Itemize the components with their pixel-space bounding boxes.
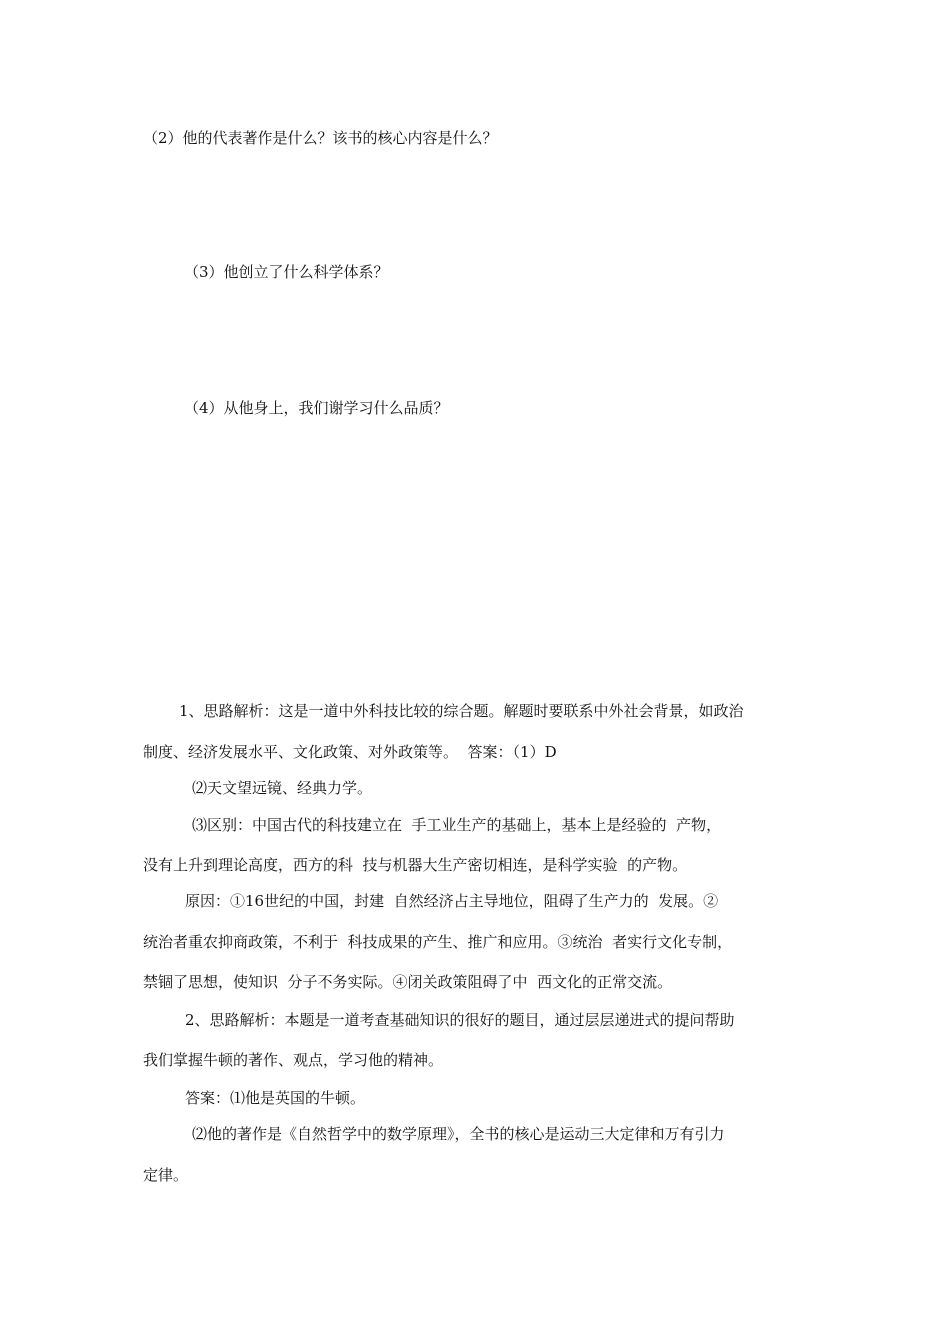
answer-2-answer-2-line-2: 定律。 — [143, 1166, 189, 1184]
answer-1-reason-line-2: 统治者重农抑商政策，不利于 科技成果的产生、推广和应用。③统治 者实行文化专制， — [143, 933, 733, 951]
question-2: （2）他的代表著作是什么？该书的核心内容是什么？ — [143, 129, 498, 147]
answer-2-line-1: 2、思路解析：本题是一道考查基础知识的很好的题目，通过层层递进式的提问帮助 — [185, 1011, 735, 1029]
answer-1-reason-line-1: 原因：①16世纪的中国，封建 自然经济占主导地位，阻碍了生产力的 发展。② — [185, 892, 719, 910]
answer-2-line-2: 我们掌握牛顿的著作、观点，学习他的精神。 — [143, 1051, 444, 1069]
question-3: （3）他创立了什么科学体系？ — [184, 263, 389, 281]
answer-1-line-1: 1、思路解析：这是一道中外科技比较的综合题。解题时要联系中外社会背景，如政治 — [179, 702, 744, 720]
answer-2-answer-1: 答案：⑴他是英国的牛顿。 — [185, 1089, 366, 1107]
answer-1-line-2: 制度、经济发展水平、文化政策、对外政策等。 答案：（1）D — [143, 743, 557, 761]
answer-2-answer-2-line-1: ⑵他的著作是《自然哲学中的数学原理》，全书的核心是运动三大定律和万有引力 — [192, 1125, 725, 1143]
answer-1-part-3-line-2: 没有上升到理论高度，西方的科 技与机器大生产密切相连，是科学实验 的产物。 — [143, 856, 688, 874]
answer-1-part-3-line-1: ⑶区别：中国古代的科技建立在 手工业生产的基础上，基本上是经验的 产物， — [192, 816, 722, 834]
question-4: （4）从他身上，我们谢学习什么品质？ — [184, 399, 449, 417]
answer-1-reason-line-3: 禁锢了思想，使知识 分子不务实际。④闭关政策阻碍了中 西文化的正常交流。 — [143, 973, 673, 991]
answer-1-part-2: ⑵天文望远镜、经典力学。 — [192, 779, 373, 797]
